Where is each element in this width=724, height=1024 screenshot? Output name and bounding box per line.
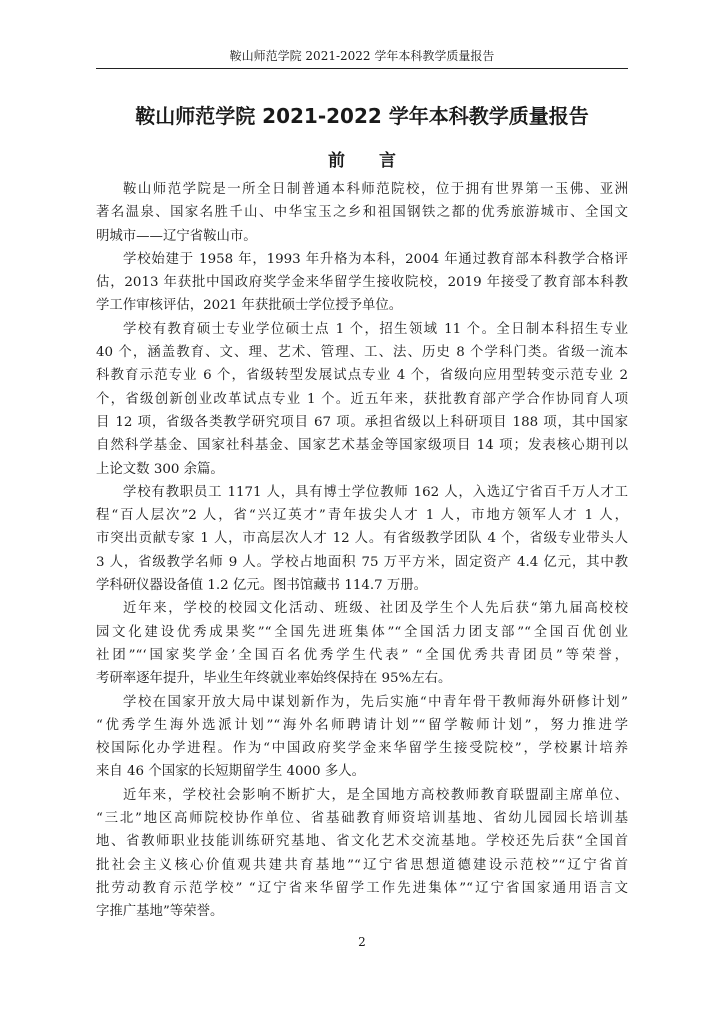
text-line: 学科研仪器设备值 1.2 亿元。图书馆藏书 114.7 万册。 (96, 578, 428, 594)
paragraph-intro (96, 178, 628, 248)
paragraph-influence (96, 784, 628, 924)
text-line: 地、省教师职业技能训练研究基地、省文化艺术交流基地。学校还先后获“全国首 (96, 834, 628, 850)
text-line: 学校在国家开放大局中谋划新作为，先后实施“中青年骨干教师海外研修计划” (123, 694, 628, 710)
text-line: 明城市——辽宁省鞍山市。 (96, 228, 257, 244)
text-line: 社团”“‘国家奖学金’全国百名优秀学生代表” “全国优秀共青团员”等荣誉， (96, 647, 628, 663)
paragraph-honors (96, 597, 628, 690)
header-divider (96, 68, 628, 69)
page-number: 2 (358, 935, 366, 949)
text-line: 校国际化办学进程。作为“中国政府奖学金来华留学生接受院校”，学校累计培养 (96, 741, 628, 757)
text-line: 目 12 项，省级各类教学研究项目 67 项。承担省级以上科研项目 188 项，其中国家 (96, 414, 628, 430)
text-line: 科教育示范专业 6 个，省级转型发展试点专业 4 个，省级向应用型转变示范专业 2 (96, 368, 628, 384)
text-line: 园文化建设优秀成果奖”“全国先进班集体”“全国活力团支部”“全国百优创业 (96, 624, 628, 640)
document-title: 鞍山师范学院 2021-2022 学年本科教学质量报告 (135, 104, 589, 128)
text-line: 考研率逐年提升，毕业生年终就业率始终保持在 95%左右。 (96, 671, 452, 687)
paragraph-international (96, 691, 628, 784)
text-line: 程“百人层次”2 人，省“兴辽英才”青年拔尖人才 1 人，市地方领军人才 1 人， (96, 508, 628, 524)
text-line: 学校有教育硕士专业学位硕士点 1 个，招生领域 11 个。全日制本科招生专业 (123, 321, 628, 337)
paragraph-history (96, 248, 628, 318)
text-line: 上论文数 300 余篇。 (96, 461, 224, 477)
text-line: 字推广基地”等荣誉。 (96, 904, 224, 920)
text-line: 批劳动教育示范学校” “辽宁省来华留学工作先进集体”“辽宁省国家通用语言文 (96, 880, 628, 896)
text-line: 学校始建于 1958 年，1993 年升格为本科，2004 年通过教育部本科教学合格评 (123, 251, 628, 267)
text-line: 近年来，学校社会影响不断扩大，是全国地方高校教师教育联盟副主席单位、 (123, 787, 628, 803)
text-line: 学校有教职员工 1171 人，具有博士学位教师 162 人，入选辽宁省百千万人才工 (123, 484, 628, 500)
text-line: 批社会主义核心价值观共建共育基地”“辽宁省思想道德建设示范校”“辽宁省首 (96, 857, 628, 873)
text-line: 著名温泉、国家名胜千山、中华宝玉之乡和祖国钢铁之都的优秀旅游城市、全国文 (96, 205, 628, 221)
text-line: 自然科学基金、国家社科基金、国家艺术基金等国家级项目 14 项；发表核心期刊以 (96, 438, 628, 454)
section-heading-preface: 前 言 (328, 151, 410, 171)
text-line: “三北”地区高师院校协作单位、省基础教育师资培训基地、省幼儿园园长培训基 (96, 811, 628, 827)
text-line: 学工作审核评估，2021 年获批硕士学位授予单位。 (96, 298, 403, 314)
text-line: 鞍山师范学院是一所全日制普通本科师范院校，位于拥有世界第一玉佛、亚洲 (123, 182, 628, 197)
text-line: 估，2013 年获批中国政府奖学金来华留学生接收院校，2019 年接受了教育部本科教 (96, 275, 628, 291)
running-header: 鞍山师范学院 2021-2022 学年本科教学质量报告 (229, 49, 495, 63)
text-line: 近年来，学校的校园文化活动、班级、社团及学生个人先后获“第九届高校校 (123, 601, 628, 617)
paragraph-faculty (96, 481, 628, 597)
paragraph-programs (96, 318, 628, 481)
text-line: 3 人，省级教学名师 9 人。学校占地面积 75 万平方米，固定资产 4.4 亿元，其中教 (96, 554, 628, 570)
text-line: 40 个，涵盖教育、文、理、艺术、管理、工、法、历史 8 个学科门类。省级一流本 (96, 345, 628, 361)
text-line: 个，省级创新创业改革试点专业 1 个。近五年来，获批教育部产学合作协同育人项 (96, 391, 628, 407)
text-line: “优秀学生海外选派计划”“海外名师聘请计划”“留学鞍师计划”，努力推进学 (96, 717, 628, 733)
body-text (96, 178, 628, 924)
text-line: 市突出贡献专家 1 人，市高层次人才 12 人。有省级教学团队 4 个，省级专业带头人 (96, 531, 628, 547)
text-line: 来自 46 个国家的长短期留学生 4000 多人。 (96, 764, 366, 780)
